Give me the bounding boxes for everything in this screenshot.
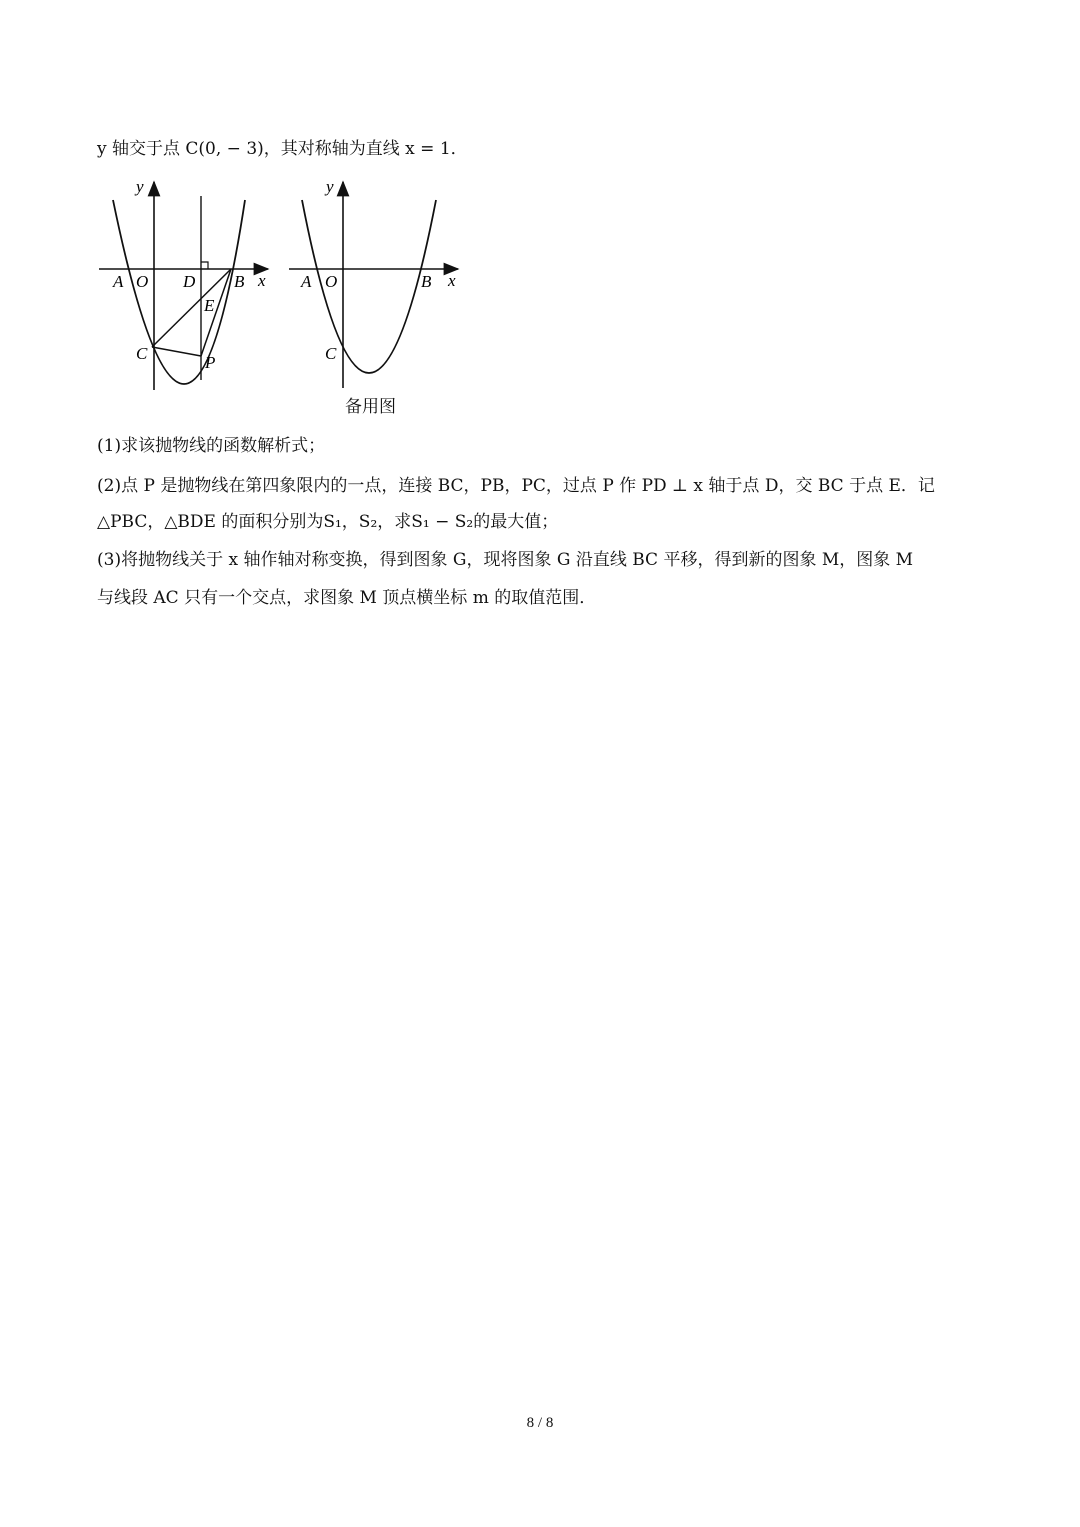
segment-pc bbox=[152, 347, 201, 356]
figure-spare bbox=[285, 175, 465, 390]
label-p: P bbox=[205, 353, 216, 372]
label-x: x bbox=[258, 271, 266, 290]
figure-caption: 备用图 bbox=[345, 397, 396, 417]
label-b: B bbox=[234, 272, 245, 291]
label-a: A bbox=[301, 272, 312, 291]
parabola bbox=[302, 200, 436, 373]
label-o: O bbox=[136, 272, 149, 291]
page-number: 8 / 8 bbox=[526, 1415, 554, 1431]
label-c: C bbox=[136, 344, 148, 363]
right-angle-mark bbox=[201, 262, 208, 269]
question-1: (1)求该抛物线的函数解析式； bbox=[97, 436, 326, 456]
parabola bbox=[113, 200, 245, 384]
question-3-line-2: 与线段 AC 只有一个交点，求图象 M 顶点横坐标 m 的取值范围． bbox=[97, 588, 597, 608]
question-3-line-1: (3)将抛物线关于 x 轴作轴对称变换，得到图象 G，现将图象 G 沿直线 BC 平移，得到新的图象 M，图象 M bbox=[97, 550, 914, 570]
label-b: B bbox=[421, 272, 432, 291]
question-2-line-2: △PBC，△BDE 的面积分别为S₁，S₂，求S₁ − S₂的最大值； bbox=[97, 512, 559, 532]
label-c: C bbox=[325, 344, 337, 363]
intro-line: y 轴交于点 C(0, − 3)，其对称轴为直线 x = 1． bbox=[97, 139, 468, 159]
label-o: O bbox=[325, 272, 338, 291]
label-d: D bbox=[183, 272, 196, 291]
label-y: y bbox=[136, 177, 144, 196]
label-e: E bbox=[204, 296, 215, 315]
question-2-line-1: (2)点 P 是抛物线在第四象限内的一点，连接 BC，PB，PC，过点 P 作 PD ⊥ x 轴于点 D，交 BC 于点 E．记 bbox=[97, 476, 935, 496]
label-a: A bbox=[113, 272, 124, 291]
label-x: x bbox=[448, 271, 456, 290]
label-y: y bbox=[326, 177, 334, 196]
